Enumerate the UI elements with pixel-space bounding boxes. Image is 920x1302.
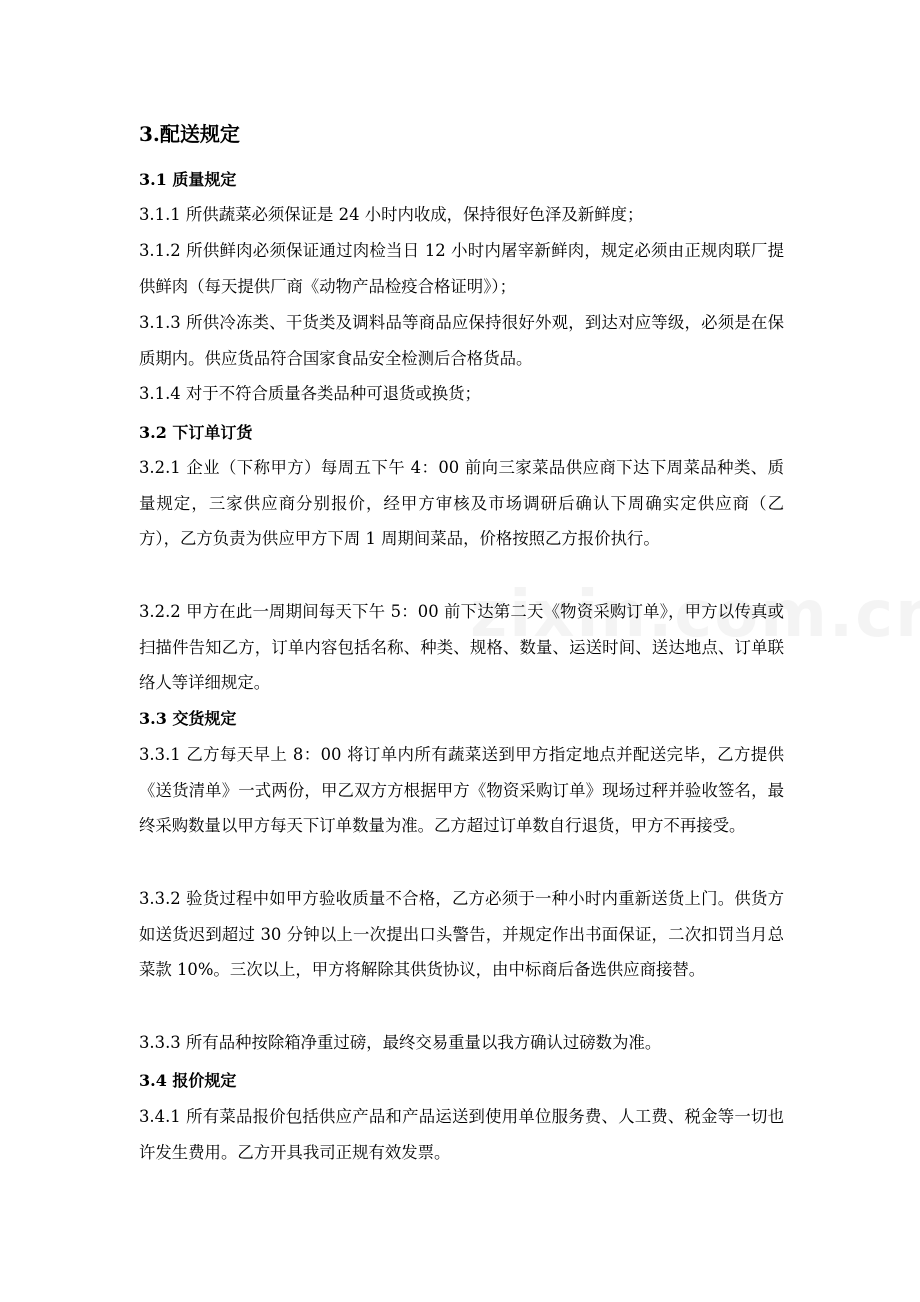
paragraph-3-3-3: 3.3.3 所有品种按除箱净重过磅，最终交易重量以我方确认过磅数为准。 <box>139 1033 662 1052</box>
page-title: 3.配送规定 <box>139 122 240 146</box>
paragraph-3-1-2: 3.1.2 所供鲜肉必须保证通过肉检当日 12 小时内屠宰新鲜肉，规定必须由正规肉联厂提供鲜肉（每天提供厂商《动物产品检疫合格证明》）； <box>139 241 784 296</box>
paragraph-3-4-1: 3.4.1 所有菜品报价包括供应产品和产品运送到使用单位服务费、人工费、税金等一切也许发生费用。乙方开具我司正规有效发票。 <box>139 1107 784 1162</box>
paragraph-3-2-2: 3.2.2 甲方在此一周期间每天下午 5：00 前下达第二天《物资采购订单》，甲方以传真或扫描件告知乙方，订单内容包括名称、种类、规格、数量、运送时间、送达地点、订单联络人等详细规定。 <box>139 602 784 693</box>
section-heading-quality: 3.1 质量规定 <box>139 170 237 189</box>
paragraph-3-3-2: 3.3.2 验货过程中如甲方验收质量不合格，乙方必须于一种小时内重新送货上门。供货方如送货迟到超过 30 分钟以上一次提出口头警告，并规定作出书面保证，二次扣罚当月总菜款 10%。三次以上，甲方将解除其供货协议，由中标商后备选供应商接替。 <box>139 889 784 980</box>
section-heading-delivery: 3.3 交货规定 <box>139 709 237 728</box>
paragraph-3-2-1: 3.2.1 企业（下称甲方）每周五下午 4：00 前向三家菜品供应商下达下周菜品种类、质量规定，三家供应商分别报价，经甲方审核及市场调研后确认下周确实定供应商（乙方），乙方负责为供应甲方下周 1 周期间菜品，价格按照乙方报价执行。 <box>139 458 784 549</box>
paragraph-3-1-3: 3.1.3 所供冷冻类、干货类及调料品等商品应保持很好外观，到达对应等级，必须是在保质期内。供应货品符合国家食品安全检测后合格货品。 <box>139 313 784 368</box>
section-heading-order: 3.2 下订单订货 <box>139 423 253 442</box>
paragraph-3-3-1: 3.3.1 乙方每天早上 8：00 将订单内所有蔬菜送到甲方指定地点并配送完毕，乙方提供《送货清单》一式两份，甲乙双方方根据甲方《物资采购订单》现场过秤并验收签名，最终采购数量以甲方每天下订单数量为准。乙方超过订单数自行退货，甲方不再接受。 <box>139 745 784 836</box>
paragraph-3-1-4: 3.1.4 对于不符合质量各类品种可退货或换货； <box>139 384 481 403</box>
section-heading-pricing: 3.4 报价规定 <box>139 1071 237 1090</box>
paragraph-3-1-1: 3.1.1 所供蔬菜必须保证是 24 小时内收成，保持很好色泽及新鲜度； <box>139 205 644 224</box>
